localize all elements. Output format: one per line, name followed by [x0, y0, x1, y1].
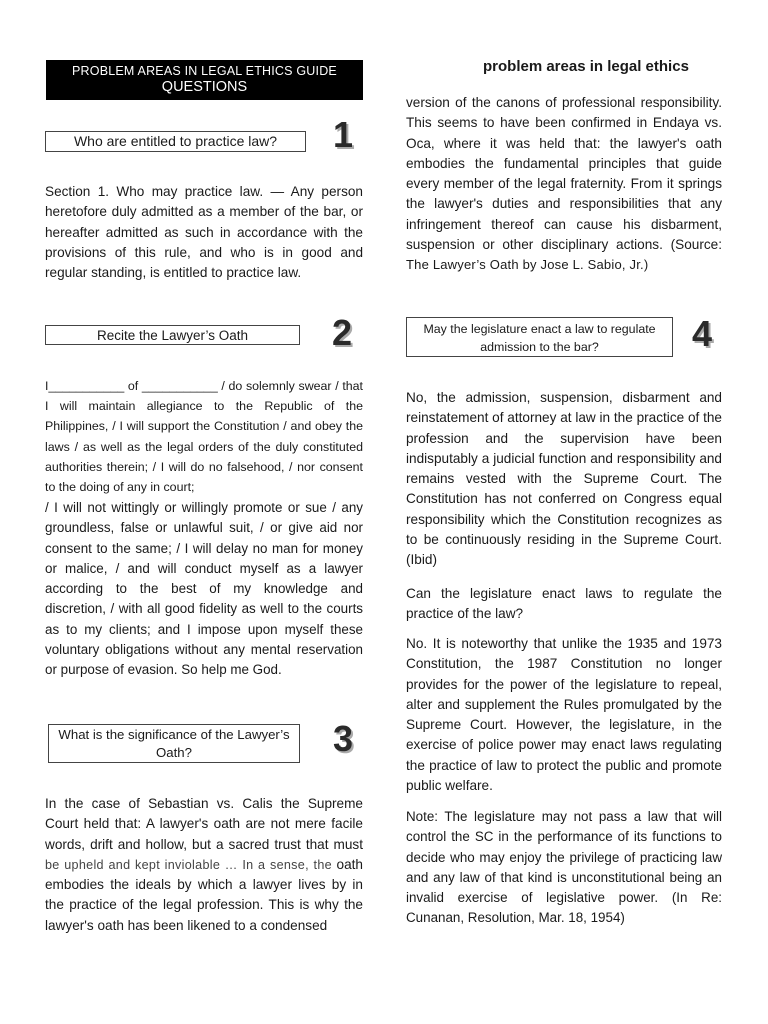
source-citation: The Lawyer’s Oath by Jose L. Sabio, Jr.)	[406, 257, 649, 273]
answer-3-part-b: be upheld and kept inviolable … In a sense, the	[45, 857, 332, 872]
right-column-title: problem areas in legal ethics	[483, 58, 689, 75]
question-1-text: Who are entitled to practice law?	[73, 133, 278, 149]
answer-1: Section 1. Who may practice law. — Any person heretofore duly admitted as a member of the bar, or hereafter admitted as such in accordance with the provisions of this rule, and who is in good and regular standing, is entitled to practice law.	[45, 184, 363, 281]
header-line1: PROBLEM AREAS IN LEGAL ETHICS GUIDE	[72, 64, 337, 78]
header-line2: QUESTIONS	[161, 79, 248, 95]
question-1-number: 1	[333, 114, 354, 155]
sub-answer: No. It is noteworthy that unlike the 1935 and 1973 Constitution, the 1987 Constitution no longer provides for the power of the legislature to repeal, alter and supplement the Rules promulgated by the Supreme Court. However, the legislature, in the exercise of police power may enact laws regulating the practice of law to protect the public and promote public welfare.	[406, 636, 722, 794]
answer-3	[45, 794, 363, 936]
question-3-number: 3	[333, 718, 354, 759]
answer-3-continued-text: version of the canons of professional responsibility. This seems to have been confirmed in Endaya vs. Oca, where it was held that: the lawyer's oath embodies the fundamental principles that guide every member of the legal fraternity. From it springs the lawyer's duties and responsibilities that any infringement thereof can cause his disbarment, suspension or other disciplinary actions. (Source:	[406, 95, 722, 253]
question-2-number: 2	[332, 312, 353, 353]
answer-3-continued	[406, 93, 722, 276]
question-3-text: What is the significance of the Lawyer’s Oath?	[58, 727, 290, 760]
oath-part1: I___________ of ___________ / do solemnly swear / that I will maintain allegiance to the Republic of the Philippines, / I will support the Constitution / and obey the laws / as well as the legal orders of the duly constituted authorities therein; / I will do no falsehood, / nor consent to the doing of any in court;	[45, 379, 363, 495]
answer-4: No, the admission, suspension, disbarment and reinstatement of attorney at law in the practice of the profession and the supervision have been indisputably a judicial function and responsibility and remains vested with the Supreme Court. The Constitution has not conferred on Congress equal responsibility which the Constitution recognizes as to be continuously residing in the Supreme Court. (Ibid)	[406, 390, 722, 568]
question-4-number: 4	[692, 313, 713, 354]
question-2-box	[45, 325, 300, 345]
question-4-box	[406, 317, 673, 357]
document-header	[46, 60, 363, 100]
sub-question: Can the legislature enact laws to regulate the practice of the law?	[406, 586, 722, 622]
question-1-box	[45, 131, 306, 152]
question-4-text: May the legislature enact a law to regulate admission to the bar?	[423, 322, 656, 354]
note: Note: The legislature may not pass a law that will control the SC in the performance of its functions to decide who may enjoy the privilege of practicing law and any law of that kind is unconstitutional being an invalid exercise of legislative power. (In Re: Cunanan, Resolution, Mar. 18, 1954)	[406, 809, 722, 926]
question-2-text: Recite the Lawyer’s Oath	[96, 328, 249, 343]
oath-part2: / I will not wittingly or willingly promote or sue / any groundless, false or unlawful suit, / or give aid nor consent to the same; / I will delay no man for money or malice, / and will conduct myself as a lawyer according to the best of my knowledge and discretion, / with all good fidelity as well to the courts as to my clients; and I impose upon myself these voluntary obligations without any mental reservation or purpose of evasion. So help me God.	[45, 500, 363, 678]
question-3-box	[48, 724, 300, 763]
answer-3-part-a: In the case of Sebastian vs. Calis the Supreme Court held that: A lawyer's oath are not mere facile words, drift and hollow, but a sacred trust that must	[45, 796, 363, 852]
answer-3-part-c: oath embodies the ideals by which a lawyer lives by in the practice of the legal profession. This is why the lawyer's oath has been likened to a condensed	[45, 856, 363, 933]
